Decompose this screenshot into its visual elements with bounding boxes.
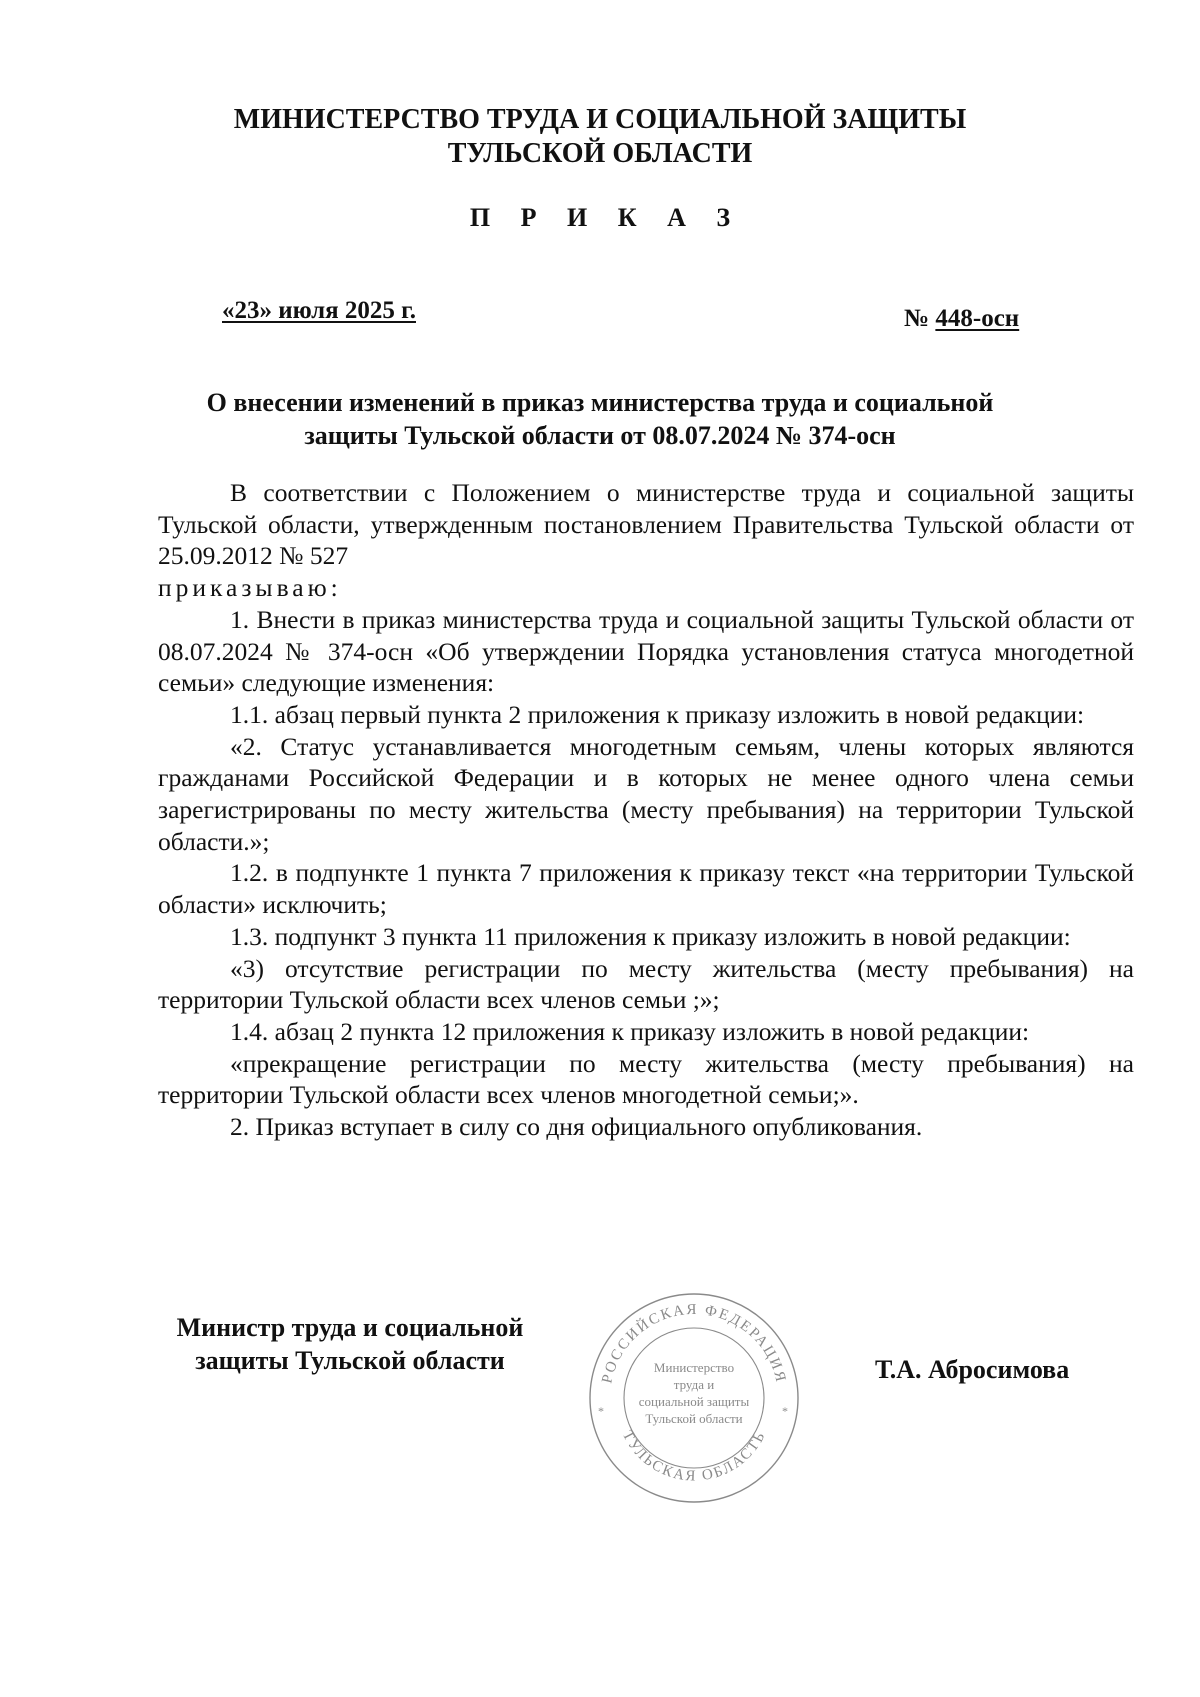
seal-text-group	[598, 1302, 789, 1485]
document-type-title: П Р И К А З	[469, 203, 743, 232]
seal-inner-line4: Тульской области	[645, 1411, 743, 1426]
body-paragraph: «прекращение регистрации по месту жительства (месту пребывания) на территории Тульской области всех членов многодетной семьи;».	[158, 1048, 1134, 1110]
ministry-name-line1: МИНИСТЕРСТВО ТРУДА И СОЦИАЛЬНОЙ ЗАЩИТЫ	[233, 104, 967, 135]
ministry-header	[0, 103, 1200, 171]
seal-inner-line3: социальной защиты	[638, 1394, 750, 1409]
body-paragraph: 1. Внести в приказ министерства труда и социальной защиты Тульской области от 08.07.2024 № 374-осн «Об утверждении Порядка установления статуса многодетной семьи» следующие изменения:	[158, 604, 1134, 698]
signatory-title	[150, 1311, 550, 1377]
body-paragraph: «3) отсутствие регистрации по месту жительства (месту пребывания) на территории Тульской области всех членов семьи ;»;	[158, 953, 1134, 1015]
subject-line2: защиты Тульской области от 08.07.2024 № 374-осн	[304, 421, 896, 450]
body-paragraph: 1.1. абзац первый пункта 2 приложения к приказу изложить в новой редакции:	[230, 699, 1085, 729]
body-paragraph: 1.3. подпункт 3 пункта 11 приложения к приказу изложить в новой редакции:	[230, 921, 1071, 951]
order-number-prefix: №	[904, 305, 936, 332]
body-paragraph: «2. Статус устанавливается многодетным семьям, члены которых являются гражданами Российской Федерации и в которых не менее одного члена семьи зарегистрированы по месту жительства (месту пребывания) на территории Тульской области.»;	[158, 731, 1134, 856]
order-word: приказываю:	[158, 573, 342, 603]
body-paragraph: 1.2. в подпункте 1 пункта 7 приложения к приказу текст «на территории Тульской области» исключить;	[158, 858, 1134, 920]
subject-line1: О внесении изменений в приказ министерства труда и социальной	[206, 388, 994, 417]
ministry-name-line2: ТУЛЬСКОЙ ОБЛАСТИ	[447, 138, 753, 169]
official-seal	[584, 1288, 804, 1508]
body-paragraph: 1.4. абзац 2 пункта 12 приложения к приказу изложить в новой редакции:	[230, 1016, 1030, 1046]
seal-star-left: *	[598, 1404, 604, 1418]
seal-outer-bottom-text: ТУЛЬСКАЯ ОБЛАСТЬ	[618, 1428, 770, 1485]
order-subject	[0, 386, 1200, 452]
order-body	[158, 477, 1134, 1143]
signatory-name: Т.А. Абросимова	[875, 1355, 1070, 1384]
signatory-title-line2: защиты Тульской области	[195, 1346, 505, 1375]
seal-inner-line1: Министерство	[653, 1360, 735, 1375]
body-paragraph: 2. Приказ вступает в силу со дня официального опубликования.	[230, 1112, 923, 1142]
seal-star-right: *	[782, 1404, 788, 1418]
order-number	[904, 305, 1025, 333]
preamble-paragraph: В соответствии с Положением о министерстве труда и социальной защиты Тульской области, утвержденным постановлением Правительства Тульской области от 25.09.2012 № 527	[158, 478, 1134, 571]
order-number-value: 448-осн	[935, 305, 1020, 332]
seal-outer-top-text: РОССИЙСКАЯ ФЕДЕРАЦИЯ	[599, 1301, 789, 1385]
seal-inner-line2: труда и	[673, 1377, 715, 1392]
signatory-title-line1: Министр труда и социальной	[176, 1313, 524, 1342]
order-date: «23» июля 2025 г.	[222, 297, 416, 324]
